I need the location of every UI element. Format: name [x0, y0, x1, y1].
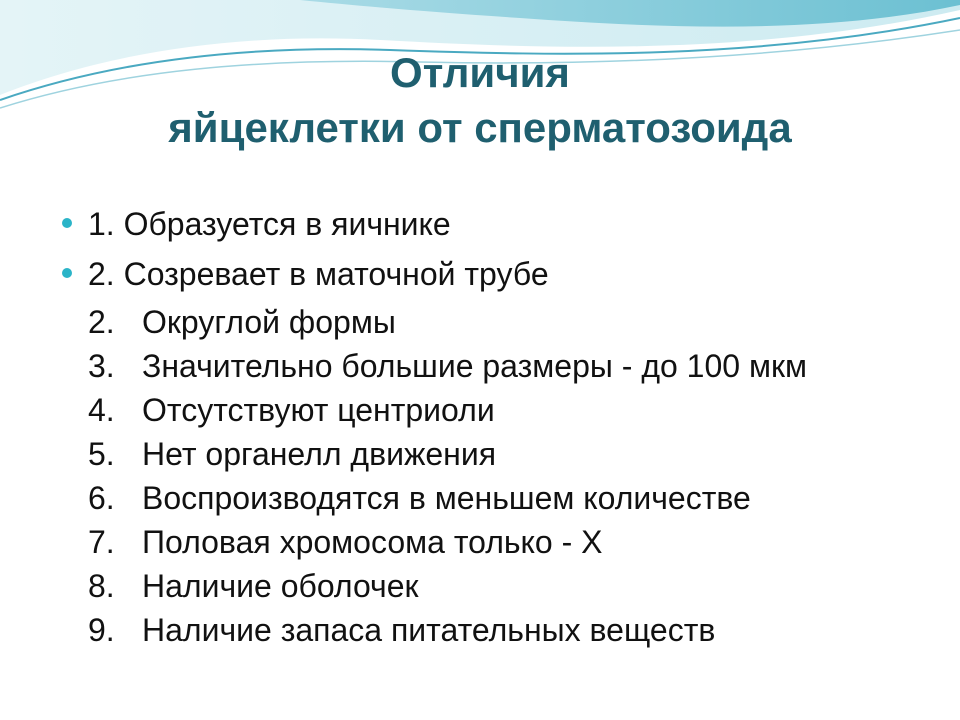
list-number: 4. — [88, 392, 115, 428]
list-text: Нет органелл движения — [142, 436, 497, 472]
list-text: Округлой формы — [142, 304, 396, 340]
bullet-dot-icon — [62, 218, 72, 228]
list-item — [60, 432, 920, 476]
bullet-item-1 — [60, 200, 920, 250]
list-text: Наличие запаса питательных веществ — [142, 612, 716, 648]
bullet-item-2 — [60, 250, 920, 300]
list-text: Наличие оболочек — [142, 568, 419, 604]
list-number: 5. — [88, 436, 115, 472]
title-line-1: Отличия — [390, 49, 570, 96]
list-text: Значительно большие размеры - до 100 мкм — [142, 348, 807, 384]
list-number: 3. — [88, 348, 115, 384]
list-item — [60, 300, 920, 344]
list-text: Половая хромосома только - Х — [142, 524, 603, 560]
list-item — [60, 344, 920, 388]
content-list — [60, 200, 920, 652]
list-item — [60, 476, 920, 520]
list-number: 7. — [88, 524, 115, 560]
title-line-2: яйцеклетки от сперматозоида — [168, 104, 792, 151]
list-text: Отсутствуют центриоли — [142, 392, 495, 428]
list-item — [60, 608, 920, 652]
numbered-list — [60, 300, 920, 652]
bullet-text: 2. Созревает в маточной трубе — [88, 256, 549, 292]
list-number: 6. — [88, 480, 115, 516]
list-item — [60, 520, 920, 564]
list-number: 9. — [88, 612, 115, 648]
list-number: 8. — [88, 568, 115, 604]
slide-title — [0, 45, 960, 155]
list-item — [60, 564, 920, 608]
bullet-text: 1. Образуется в яичнике — [88, 206, 451, 242]
list-number: 2. — [88, 304, 115, 340]
list-text: Воспроизводятся в меньшем количестве — [142, 480, 751, 516]
bullet-dot-icon — [62, 268, 72, 278]
list-item — [60, 388, 920, 432]
